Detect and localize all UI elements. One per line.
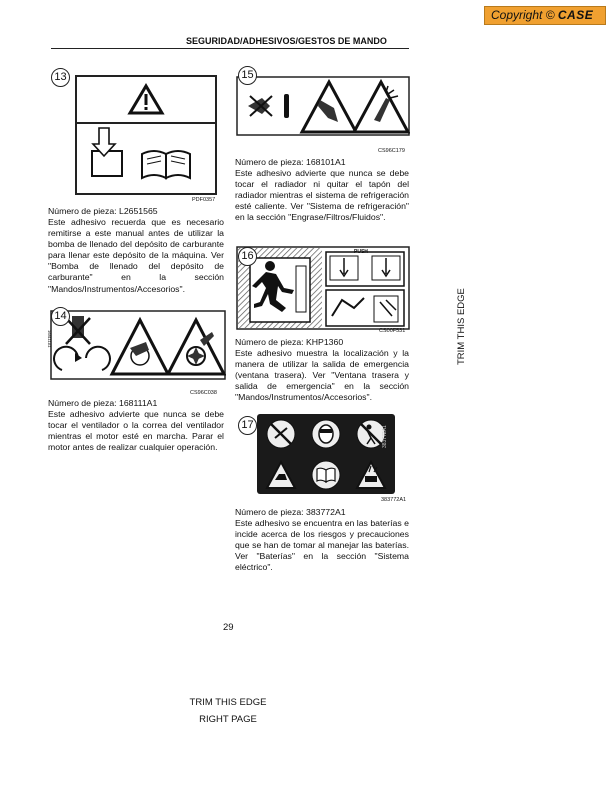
decal-14-image bbox=[50, 310, 226, 380]
trim-side-label: TRIM THIS EDGE bbox=[456, 288, 467, 365]
decal-15-number: 15 bbox=[238, 66, 257, 85]
decal-17-image bbox=[257, 414, 395, 494]
decal-13-part: Número de pieza: L2651565 bbox=[48, 206, 158, 216]
page-side-label: RIGHT PAGE bbox=[199, 714, 257, 725]
decal-16-part: Número de pieza: KHP1360 bbox=[235, 337, 344, 347]
decal-15-code: CS96C179 bbox=[378, 148, 405, 154]
decal-16-image bbox=[236, 246, 410, 330]
decal-14-number: 14 bbox=[51, 307, 70, 326]
decal-16-code: CS00F531 bbox=[379, 328, 406, 334]
trim-bottom-label: TRIM THIS EDGE bbox=[189, 697, 267, 708]
decal-17-part: Número de pieza: 383772A1 bbox=[235, 507, 346, 517]
decal-17-code: 383772A1 bbox=[381, 497, 407, 503]
decal-13-code: PDF0357 bbox=[192, 197, 216, 203]
header-rule-left bbox=[51, 48, 186, 49]
page-number: 29 bbox=[223, 622, 234, 633]
decal-13-text: Este adhesivo recuerda que es necesario remitirse a este manual antes de utilizar la bomba de llenado del depósito de carburante para llenar este depósito de la máquina. Ver "Bomba de llenado del depósito de carburante" en la sección "Mandos/Instrumentos/Accesorios". bbox=[48, 217, 224, 294]
copyright-text: Copyright © bbox=[491, 8, 555, 22]
decal-15-image bbox=[236, 76, 410, 136]
page-header-title: SEGURIDAD/ADHESIVOS/GESTOS DE MANDO bbox=[186, 36, 387, 46]
header-rule bbox=[186, 48, 409, 49]
decal-14-text: Este adhesivo advierte que nunca se debe tocar el ventilador o la correa del ventilador mientras el motor esté en marcha. Parar el motor antes de realizar cualquier operación. bbox=[48, 409, 224, 453]
decal-16-text: Este adhesivo muestra la localización y la manera de utilizar la salida de emergencia (ventana trasera). Ver "Ventana trasera y salida de emergencia" en la sección "Mandos/Instrumentos/Accesorios". bbox=[235, 348, 409, 403]
decal-14-side-label: 168111A1 bbox=[47, 330, 52, 348]
decal-13-image bbox=[52, 66, 222, 196]
decal-17-side-label: 383772A1 bbox=[382, 425, 388, 448]
decal-17-number: 17 bbox=[238, 416, 257, 435]
decal-15-text: Este adhesivo advierte que nunca se debe tocar el radiador ni quitar el tapón del radiador mientras el sistema de refrigeración esté caliente. Ver "Sistema de refrigeración" en la sección "Engrase/Filtros/Fluidos". bbox=[235, 168, 409, 223]
copyright-brand: CASE bbox=[557, 8, 594, 22]
decal-16-number: 16 bbox=[238, 247, 257, 266]
decal-14-part: Número de pieza: 168111A1 bbox=[48, 398, 158, 408]
copyright-badge bbox=[484, 6, 606, 25]
decal-16-push-label: PUSH bbox=[354, 249, 368, 255]
decal-14-code: CS96C038 bbox=[190, 390, 217, 396]
decal-17-text: Este adhesivo se encuentra en las baterías e incide acerca de los riesgos y precauciones que se han de tomar al manejar las baterías. Ver "Baterías" en la sección "Sistema eléctrico". bbox=[235, 518, 409, 573]
decal-15-part: Número de pieza: 168101A1 bbox=[235, 157, 346, 167]
decal-13-number: 13 bbox=[51, 68, 70, 87]
